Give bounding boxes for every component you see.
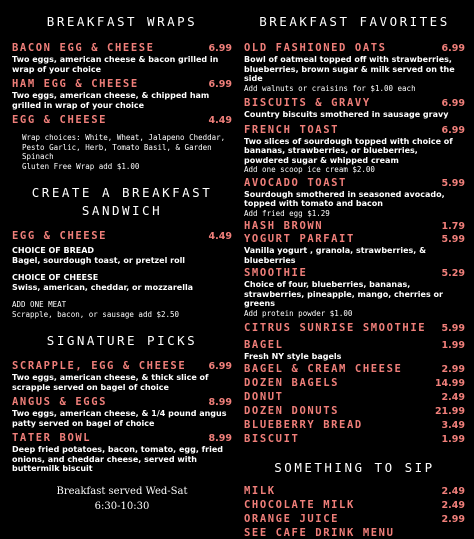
menu-item [244,233,465,265]
item-price: 1.99 [441,340,465,351]
section-title-breakfast-favorites: BREAKFAST FAVORITES [259,14,450,29]
item-description: Two eggs, american cheese, & 1/4 pound angus patty served on bagel of choice [12,409,227,428]
item-price: 2.99 [441,513,465,525]
item-price: 6.99 [208,79,232,90]
choice-cheese: Swiss, american, cheddar, or mozzarella [12,282,194,292]
menu-item [244,363,465,376]
item-price: 8.99 [208,433,232,444]
menu-item [244,499,465,512]
item-name: OLD FASHIONED OATS [244,42,387,54]
item-price: 6.99 [441,124,465,136]
choice-bread-label: CHOICE OF BREAD [12,246,95,255]
menu-item [244,391,465,404]
item-price: 5.99 [441,234,465,245]
item-name: MILK [244,484,276,497]
add-meat: Scrapple, bacon, or sausage add $2.50 [12,309,180,319]
menu-item [12,230,232,243]
menu-item [244,433,465,446]
item-price: 4.49 [208,231,232,242]
gluten-free-note: Gluten Free Wrap add $1.00 [22,161,140,171]
section-title-signature-picks: SIGNATURE PICKS [46,333,198,348]
menu-item [12,78,232,110]
item-note: Add walnuts or craisins for $1.00 each [244,83,416,93]
item-price: 14.99 [434,377,465,389]
item-name: ORANGE JUICE [244,512,340,525]
menu-item [244,527,465,539]
item-description: Two eggs, american cheese & bacon grilled in wrap of your choice [12,55,219,74]
item-description: Choice of four, blueberries, bananas, strawberries, pineapple, mango, cherries or greens [244,280,443,308]
add-meat-label: ADD ONE MEAT [12,300,67,309]
item-price: 6.99 [208,361,232,372]
menu-item [244,322,465,335]
section-title-create-sandwich: CREATE A BREAKFAST [31,185,213,200]
item-price: 6.99 [441,43,465,54]
item-description: Two eggs, american cheese, & thick slice of scrapple served on bagel of choice [12,373,209,392]
item-name: AVOCADO TOAST [244,176,347,189]
item-name: SCRAPPLE, EGG & CHEESE [12,360,187,372]
item-description: Deep fried potatoes, bacon, tomato, egg, fried onions, and cheddar cheese, served with buttermilk biscuit [12,445,223,473]
item-name: DONUT [244,390,284,403]
item-description: Vanilla yogurt , granola, strawberries, & blueberries [244,246,427,265]
item-name: BAGEL [244,339,284,351]
section-title-sandwich: SANDWICH [81,203,163,218]
menu-item [12,396,232,428]
item-name: SMOOTHIE [244,267,308,279]
item-price: 21.99 [434,405,465,417]
item-name: HASH BROWN [244,220,324,232]
item-price: 1.99 [441,433,465,445]
section-title-breakfast-wraps: BREAKFAST WRAPS [46,14,198,29]
item-price: 2.49 [441,485,465,497]
item-name: BISCUITS & GRAVY [244,97,371,109]
item-name: BAGEL & CREAM CHEESE [244,362,403,375]
item-name: DOZEN BAGELS [244,376,340,389]
choice-cheese-label: CHOICE OF CHEESE [12,273,99,282]
item-description: Two eggs, american cheese, & chipped ham grilled in wrap of your choice [12,91,210,110]
item-description: Two slices of sourdough topped with choice of bananas, strawberries, or blueberries, powdered sugar & whipped cream [244,136,453,165]
menu-item [12,360,232,392]
right-column [244,0,465,539]
item-note: Add fried egg $1.29 [244,208,330,218]
item-price: 5.99 [441,323,465,334]
choice-bread: Bagel, sourdough toast, or pretzel roll [12,255,186,265]
item-name: EGG & CHEESE [12,230,108,242]
left-column [12,0,232,513]
item-price: 4.49 [208,115,232,126]
menu-item [244,267,465,318]
section-title-something-to-sip: SOMETHING TO SIP [274,459,435,475]
wrap-choices: Wrap choices: White, Wheat, Jalapeno Cheddar, Pesto Garlic, Herb, Tomato Basil, & Garden Spinach [22,133,226,161]
item-name: ANGUS & EGGS [12,396,108,408]
item-price: 5.29 [441,268,465,279]
item-note: Add protein powder $1.00 [244,308,353,318]
item-price: 2.99 [441,363,465,375]
served-hours: 6:30-10:30 [94,500,150,512]
item-name: FRENCH TOAST [244,123,340,136]
menu-item [244,124,465,175]
item-note: Add one scoop ice cream $2.00 [244,165,375,174]
item-price: 6.99 [441,98,465,109]
served-days: Breakfast served Wed-Sat [56,485,188,497]
item-description: Fresh NY style bagels [244,352,342,361]
menu-item [244,405,465,418]
item-price: 2.49 [441,499,465,511]
item-price: 2.49 [441,391,465,403]
item-price: 5.99 [441,177,465,189]
item-name: DOZEN DONUTS [244,404,340,417]
menu-item [12,114,232,127]
item-name: BACON EGG & CHEESE [12,42,155,54]
item-name: HAM EGG & CHEESE [12,78,139,90]
item-description: Sourdough smothered in seasoned avocado, topped with tomato and bacon [244,189,445,208]
item-description: Country biscuits smothered in sausage gravy [244,110,449,119]
item-price: 6.99 [208,43,232,54]
menu-item [244,339,465,362]
menu-item [12,432,232,474]
item-name: BISCUIT [244,432,300,445]
item-price: 8.99 [208,397,232,408]
item-price: 1.79 [441,221,465,232]
item-name: CITRUS SUNRISE SMOOTHIE [244,322,427,334]
menu-item [244,177,465,219]
item-name: EGG & CHEESE [12,114,108,126]
item-name: CHOCOLATE MILK [244,498,355,511]
menu-item [244,485,465,498]
item-price: 3.49 [441,419,465,431]
menu-item [244,513,465,526]
menu-item [244,419,465,432]
item-description: Bowl of oatmeal topped off with strawberries, blueberries, brown sugar & milk served on the side [244,55,455,83]
menu-item [244,97,465,120]
item-name: TATER BOWL [12,432,92,444]
menu-item [12,42,232,74]
menu-item [244,42,465,93]
item-name: SEE CAFE DRINK MENU [244,526,395,539]
item-name: BLUEBERRY BREAD [244,418,363,431]
menu-item [244,220,465,233]
menu-item [244,377,465,390]
item-name: YOGURT PARFAIT [244,233,355,245]
